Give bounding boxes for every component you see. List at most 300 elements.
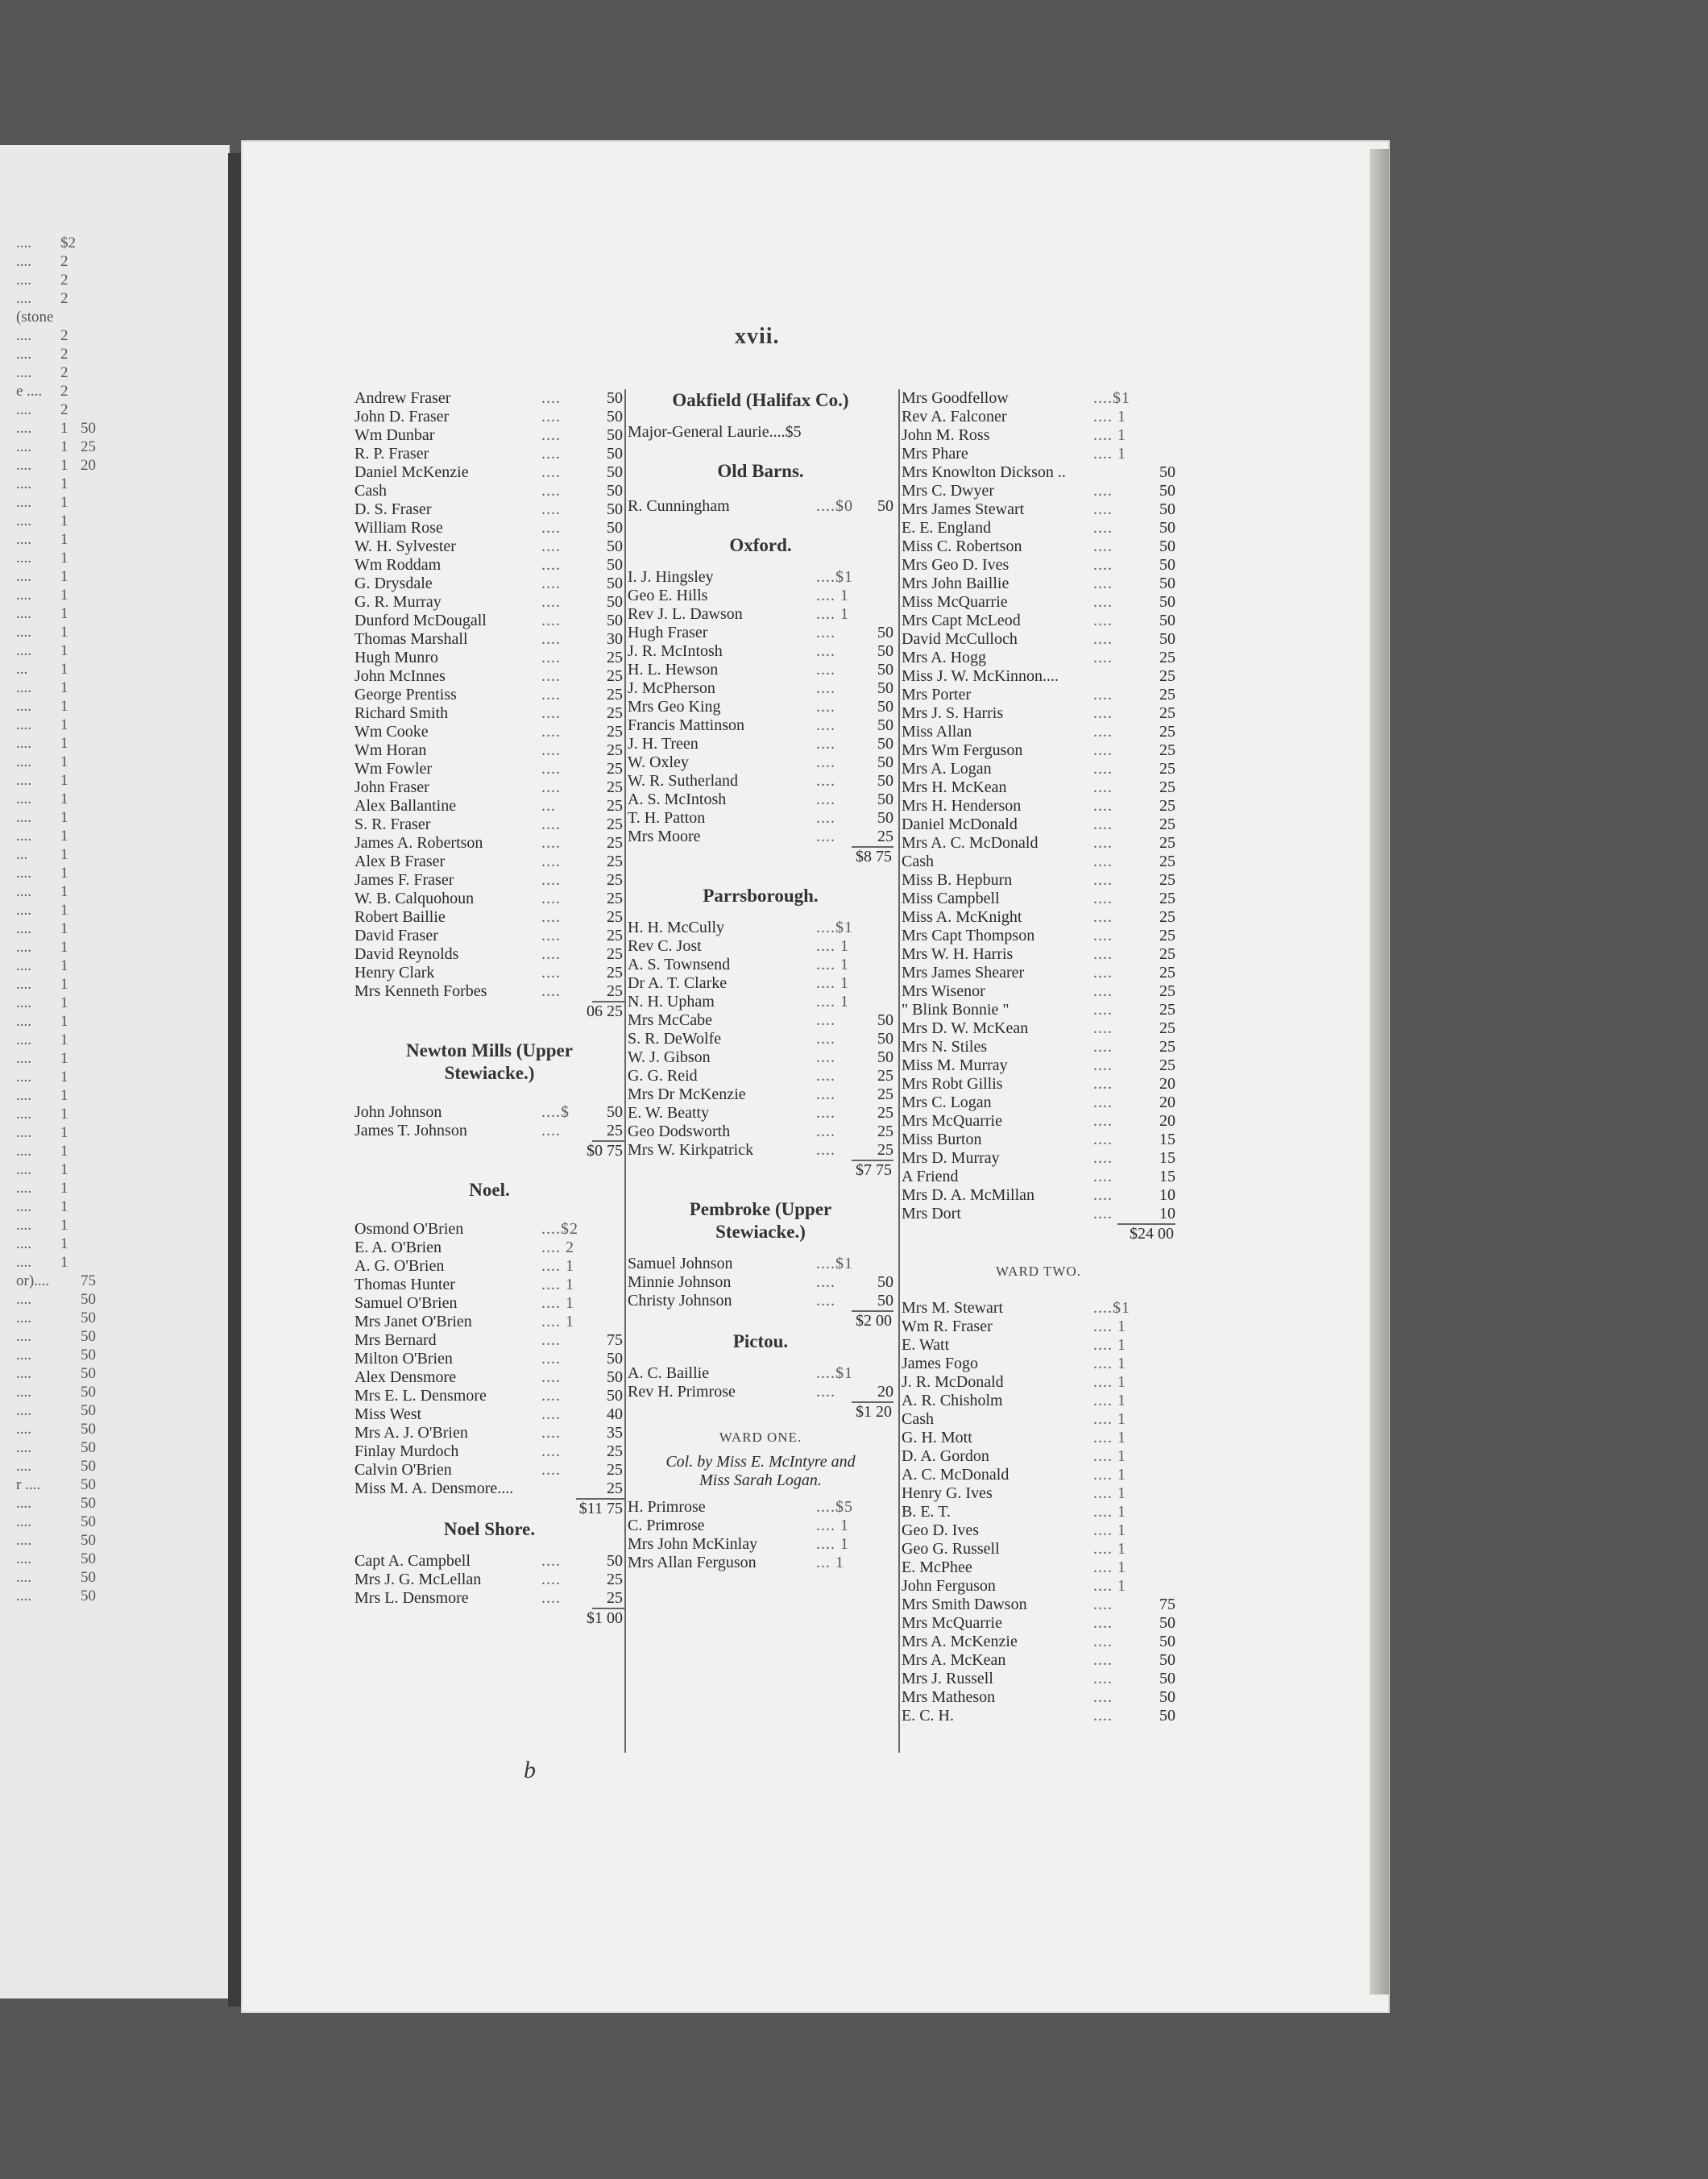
dot-leader: .... 1	[1093, 1355, 1126, 1372]
list-item	[628, 1273, 893, 1292]
dot-leader: ....	[816, 679, 835, 697]
list-item	[354, 741, 624, 760]
contribution-amount: 25	[1159, 1001, 1175, 1019]
list-item	[628, 1364, 893, 1383]
dot-leader: ....	[541, 853, 561, 870]
contribution-amount: 50	[877, 772, 893, 790]
fragment-cents: 50	[81, 1569, 96, 1586]
contributor-name: J. R. McDonald	[902, 1373, 1004, 1391]
contribution-amount: 25	[877, 1123, 893, 1140]
fragment-text: ....	[16, 1495, 31, 1512]
fragment-text: e ....	[16, 383, 43, 400]
dot-leader: ....	[541, 927, 561, 944]
contributor-name: W. R. Sutherland	[628, 772, 739, 790]
facing-page-line	[0, 438, 161, 456]
contributor-name: H. L. Hewson	[628, 661, 719, 679]
dot-leader: .... 1	[1093, 1484, 1126, 1502]
list-item	[354, 1257, 624, 1276]
contribution-amount: 25	[607, 1589, 623, 1607]
list-item	[628, 1292, 893, 1310]
list-item	[628, 679, 893, 698]
fragment-text: ....	[16, 513, 31, 529]
facing-page-line	[0, 271, 161, 289]
dot-leader: ....	[1093, 593, 1113, 611]
contributor-name: Hugh Fraser	[628, 624, 708, 641]
dot-leader: ....	[541, 1552, 561, 1570]
list-item	[354, 1220, 624, 1239]
fragment-text: ....	[16, 920, 31, 937]
contribution-amount: 25	[1159, 834, 1175, 852]
contributor-name: Mrs Porter	[902, 686, 972, 704]
list-item	[628, 791, 893, 809]
contribution-amount: 50	[1159, 463, 1175, 481]
contribution-amount: 25	[607, 816, 623, 833]
fragment-dollars: 1	[60, 420, 68, 437]
list-item	[902, 1651, 1175, 1670]
fragment-text: ....	[16, 976, 31, 993]
contributor-name: Minnie Johnson	[628, 1273, 732, 1291]
dot-leader: ....	[541, 1331, 561, 1349]
dot-leader: ....	[816, 1048, 835, 1066]
facing-page-line	[0, 1272, 161, 1290]
subtotal: $1 00	[587, 1609, 623, 1627]
list-item	[902, 1559, 1175, 1577]
contribution-amount: 50	[1159, 1670, 1175, 1687]
entries-list	[628, 423, 893, 442]
printer-signature-mark: b	[524, 1757, 536, 1783]
contributor-name: A Friend	[902, 1168, 959, 1185]
dot-leader: ....	[541, 908, 561, 926]
dot-leader: .... 1	[1093, 1429, 1126, 1446]
fragment-text: ....	[16, 1550, 31, 1567]
contributor-name: Hugh Munro	[354, 649, 438, 666]
contribution-amount: 25	[607, 723, 623, 741]
facing-page-line	[0, 1513, 161, 1531]
contributor-name: Alex B Fraser	[354, 853, 446, 870]
contribution-amount: 25	[1159, 871, 1175, 889]
fragment-text: ....	[16, 716, 31, 733]
contribution-amount: 25	[607, 686, 623, 704]
contribution-amount: 50	[607, 593, 623, 611]
list-item	[902, 1094, 1175, 1112]
contribution-amount: 50	[1159, 1651, 1175, 1669]
contribution-amount: 50	[877, 1011, 893, 1029]
dot-leader: ....	[1093, 1056, 1113, 1074]
list-item	[902, 871, 1175, 890]
fragment-text: (stone	[16, 309, 54, 326]
contributor-name: G. G. Reid	[628, 1067, 698, 1085]
contribution-amount: 25	[607, 834, 623, 852]
list-item	[902, 500, 1175, 519]
fragment-dollars: 1	[60, 457, 68, 474]
fragment-cents: 50	[81, 1532, 96, 1549]
fragment-dollars: 1	[60, 1087, 68, 1104]
fragment-dollars: 1	[60, 587, 68, 604]
contribution-amount: 25	[607, 741, 623, 759]
contribution-amount: 25	[607, 649, 623, 666]
fragment-text: ....	[16, 1458, 31, 1475]
contribution-amount: 25	[1159, 649, 1175, 666]
fragment-dollars: 1	[60, 735, 68, 752]
facing-page-line	[0, 493, 161, 512]
contributor-name: Mrs A. Logan	[902, 760, 992, 778]
list-item	[628, 698, 893, 716]
contributor-name: J. McPherson	[628, 679, 715, 697]
facing-page-line	[0, 1383, 161, 1401]
contributor-name: A. G. O'Brien	[354, 1257, 445, 1275]
dot-leader: ....	[541, 982, 561, 1000]
dot-leader: ....$1	[1093, 1299, 1130, 1317]
dot-leader: ....	[1093, 1651, 1113, 1669]
fragment-dollars: 1	[60, 828, 68, 845]
facing-page-line	[0, 1235, 161, 1253]
dot-leader: ....	[1093, 741, 1113, 759]
dot-leader: ....	[541, 704, 561, 722]
contributor-name: Mrs L. Densmore	[354, 1589, 469, 1607]
dot-leader: ....	[816, 828, 835, 845]
dot-leader: .... 2	[541, 1239, 574, 1256]
contributor-name: Mrs J. Russell	[902, 1670, 993, 1687]
column-2	[628, 389, 893, 1572]
contributor-name: Samuel O'Brien	[354, 1294, 458, 1312]
dot-leader: ....	[1093, 1131, 1113, 1148]
fragment-dollars: 1	[60, 1031, 68, 1048]
dot-leader: ....$0	[816, 497, 853, 515]
contributor-name: Mrs John McKinlay	[628, 1535, 758, 1553]
dot-leader: ....	[1093, 1670, 1113, 1687]
dot-leader: .... 1	[1093, 1521, 1126, 1539]
dot-leader: ....	[1093, 1149, 1113, 1167]
fragment-cents: 20	[81, 457, 96, 474]
fragment-dollars: 1	[60, 939, 68, 956]
contribution-amount: 50	[877, 1030, 893, 1048]
facing-page-line	[0, 419, 161, 438]
list-item	[628, 1085, 893, 1104]
dot-leader: ....	[1093, 834, 1113, 852]
fragment-cents: 50	[81, 1384, 96, 1401]
list-item	[628, 716, 893, 735]
contribution-amount: 75	[607, 1331, 623, 1349]
list-item	[354, 519, 624, 537]
facing-page-line	[0, 1364, 161, 1383]
contribution-amount: 25	[1159, 1019, 1175, 1037]
dot-leader: ....	[541, 519, 561, 537]
contributor-name: Miss M. Murray	[902, 1056, 1008, 1074]
subtotal: $1 20	[856, 1403, 892, 1421]
section-heading: Pembroke (Upper	[689, 1199, 832, 1219]
facing-page-line	[0, 363, 161, 382]
list-item	[902, 1056, 1175, 1075]
list-item	[628, 753, 893, 772]
facing-page-line	[0, 530, 161, 549]
fragment-dollars: 2	[60, 290, 68, 307]
list-item	[902, 1707, 1175, 1725]
contributor-name: Alex Ballantine	[354, 797, 457, 815]
contributor-name: Miss A. McKnight	[902, 908, 1022, 926]
contribution-amount: 25	[607, 797, 623, 815]
dot-leader: ....	[1093, 1614, 1113, 1632]
fragment-text: ....	[16, 1106, 31, 1123]
dot-leader: .... 1	[1093, 1373, 1126, 1391]
fragment-text: ....	[16, 346, 31, 363]
dot-leader: ....	[816, 753, 835, 771]
list-item	[902, 463, 1175, 482]
facing-page-line	[0, 345, 161, 363]
dot-leader: ....	[1093, 778, 1113, 796]
fragment-dollars: 1	[60, 902, 68, 919]
contributor-name: Mrs D. A. McMillan	[902, 1186, 1034, 1204]
dot-leader: ....	[541, 760, 561, 778]
contributor-name: Cash	[354, 482, 387, 500]
contributor-name: Mrs Phare	[902, 445, 968, 463]
facing-page-line	[0, 901, 161, 919]
fragment-cents: 50	[81, 1495, 96, 1512]
list-item	[902, 945, 1175, 964]
contributor-name: W. B. Calquohoun	[354, 890, 475, 907]
contributor-name: Mrs Moore	[628, 828, 701, 845]
dot-leader: ....	[541, 1387, 561, 1405]
contributor-name: " Blink Bonnie "	[902, 1001, 1009, 1019]
dot-leader: ....	[1093, 519, 1113, 537]
fragment-text: ....	[16, 1050, 31, 1067]
contributor-name: Geo Dodsworth	[628, 1123, 731, 1140]
contributor-name: John Johnson	[354, 1103, 442, 1121]
dot-leader: ....	[816, 1123, 835, 1140]
list-item	[902, 760, 1175, 778]
facing-page-line	[0, 753, 161, 771]
fragment-text: ....	[16, 1031, 31, 1048]
dot-leader: ....$1	[1093, 389, 1130, 407]
contribution-amount: 50	[1159, 1707, 1175, 1725]
list-item	[902, 1336, 1175, 1355]
fragment-text: ....	[16, 235, 31, 251]
section-heading: Oxford.	[729, 535, 792, 555]
contribution-amount: 25	[877, 1067, 893, 1085]
contributor-name: Mrs Smith Dawson	[902, 1596, 1027, 1613]
facing-page-line	[0, 567, 161, 586]
fragment-cents: 50	[81, 1458, 96, 1475]
facing-page-line	[0, 1568, 161, 1587]
fragment-text: ....	[16, 327, 31, 344]
facing-page-line	[0, 864, 161, 882]
dot-leader: ....$5	[816, 1498, 853, 1516]
fragment-dollars: 1	[60, 976, 68, 993]
contributor-name: Mrs Dr McKenzie	[628, 1085, 746, 1103]
list-item	[902, 1168, 1175, 1186]
dot-leader: ....	[541, 556, 561, 574]
contribution-amount: 15	[1159, 1131, 1175, 1148]
facing-page-line	[0, 1197, 161, 1216]
dot-leader: ...	[541, 797, 556, 815]
fragment-text: ....	[16, 457, 31, 474]
contributor-name: Wm Fowler	[354, 760, 433, 778]
contributor-name: G. H. Mott	[902, 1429, 972, 1446]
dot-leader: ....	[541, 575, 561, 592]
list-item	[902, 1540, 1175, 1559]
list-item	[628, 993, 893, 1011]
entries-list	[902, 1299, 1175, 1725]
fragment-text: ....	[16, 1402, 31, 1419]
contributor-name: Daniel McKenzie	[354, 463, 469, 481]
contribution-amount: 50	[877, 497, 893, 515]
contributor-name: Miss Campbell	[902, 890, 1000, 907]
dot-leader: ....	[541, 816, 561, 833]
section-heading: Stewiacke.)	[444, 1063, 535, 1083]
contributor-name: R. Cunningham	[628, 497, 730, 515]
dot-leader: ....	[541, 649, 561, 666]
list-item	[354, 593, 624, 612]
dot-leader: ....$2	[541, 1220, 578, 1238]
entries-list	[628, 1498, 893, 1572]
fragment-text: ....	[16, 809, 31, 826]
facing-page-line	[0, 1049, 161, 1068]
contributor-name: Mrs H. Henderson	[902, 797, 1022, 815]
fragment-text: ....	[16, 994, 31, 1011]
fragment-text: ....	[16, 1532, 31, 1549]
contributor-name: Mrs H. McKean	[902, 778, 1007, 796]
dot-leader: .... 1	[816, 993, 849, 1011]
contribution-amount: 25	[607, 760, 623, 778]
contributor-name: Mrs Capt McLeod	[902, 612, 1021, 629]
contributor-name: Mrs M. Stewart	[902, 1299, 1004, 1317]
dot-leader: ....	[816, 1011, 835, 1029]
fragment-dollars: 1	[60, 1069, 68, 1085]
contributor-name: David McCulloch	[902, 630, 1018, 648]
fragment-text: ....	[16, 1328, 31, 1345]
fragment-dollars: 1	[60, 494, 68, 511]
contributor-name: Thomas Marshall	[354, 630, 468, 648]
contributor-name: H. H. McCully	[628, 919, 724, 936]
dot-leader: ....	[541, 1571, 561, 1588]
entries-list	[902, 389, 1175, 1223]
facing-page-line	[0, 1346, 161, 1364]
fragment-dollars: 1	[60, 1050, 68, 1067]
list-item	[902, 982, 1175, 1001]
contributor-name: Miss McQuarrie	[902, 593, 1008, 611]
list-item	[354, 853, 624, 871]
contributor-name: W. Oxley	[628, 753, 689, 771]
dot-leader: ....	[1093, 760, 1113, 778]
list-item	[628, 1067, 893, 1085]
list-item	[354, 1276, 624, 1294]
fragment-text: ....	[16, 587, 31, 604]
contributor-name: Mrs J. S. Harris	[902, 704, 1004, 722]
list-item	[628, 1535, 893, 1554]
fragment-text: ....	[16, 1384, 31, 1401]
contribution-amount: 10	[1159, 1205, 1175, 1222]
contributor-name: A. C. Baillie	[628, 1364, 710, 1382]
contribution-amount: 20	[877, 1383, 893, 1401]
list-item	[902, 1001, 1175, 1019]
fragment-text: ....	[16, 642, 31, 659]
dot-leader: ....	[816, 809, 835, 827]
contributor-name: S. R. DeWolfe	[628, 1030, 722, 1048]
list-item	[902, 537, 1175, 556]
list-item	[354, 723, 624, 741]
subtotal: $2 00	[856, 1312, 892, 1330]
dot-leader: .... 1	[541, 1294, 574, 1312]
list-item	[902, 1131, 1175, 1149]
list-item	[354, 1122, 624, 1140]
fragment-dollars: 1	[60, 753, 68, 770]
dot-leader: ....	[1093, 1038, 1113, 1056]
dot-leader: .... 1	[816, 956, 849, 973]
contributor-name: John Ferguson	[902, 1577, 996, 1595]
contributor-name: Miss Burton	[902, 1131, 982, 1148]
contributor-name: John McInnes	[354, 667, 446, 685]
dot-leader: .... 1	[1093, 1410, 1126, 1428]
dot-leader: ....	[1093, 575, 1113, 592]
contribution-amount: 25	[607, 890, 623, 907]
contributor-name: I. J. Hingsley	[628, 568, 714, 586]
dot-leader: ....	[541, 871, 561, 889]
dot-leader: ....	[541, 630, 561, 648]
dot-leader: ....	[1093, 1001, 1113, 1019]
fragment-cents: 25	[81, 438, 96, 455]
contributor-name: Mrs Geo D. Ives	[902, 556, 1009, 574]
contributor-name: D. S. Fraser	[354, 500, 432, 518]
contribution-amount: 25	[1159, 964, 1175, 982]
fragment-cents: 50	[81, 1550, 96, 1567]
dot-leader: ....	[541, 1424, 561, 1442]
list-item	[628, 1104, 893, 1123]
dot-leader: ....	[541, 1589, 561, 1607]
contribution-amount: 50	[607, 426, 623, 444]
dot-leader: .... 1	[1093, 1336, 1126, 1354]
fragment-dollars: 2	[60, 401, 68, 418]
contributor-name: E. W. Beatty	[628, 1104, 710, 1122]
list-item	[902, 630, 1175, 649]
fragment-text: ....	[16, 1180, 31, 1197]
fragment-text: ....	[16, 531, 31, 548]
list-item	[628, 974, 893, 993]
list-item	[902, 445, 1175, 463]
section-heading: Pictou.	[732, 1331, 789, 1351]
entries-list	[628, 497, 893, 516]
contribution-amount: 40	[607, 1405, 623, 1423]
list-item	[902, 1466, 1175, 1484]
contributor-name: Milton O'Brien	[354, 1350, 453, 1368]
contributor-name: Cash	[902, 853, 934, 870]
subtotal: $0 75	[587, 1142, 623, 1160]
fragment-text: ....	[16, 364, 31, 381]
fragment-dollars: 1	[60, 698, 68, 715]
facing-page-line	[0, 1031, 161, 1049]
list-item	[902, 1019, 1175, 1038]
facing-page-line	[0, 623, 161, 641]
contributor-name: David Reynolds	[354, 945, 459, 963]
list-item	[354, 1331, 624, 1350]
facing-page-line	[0, 1327, 161, 1346]
list-item	[902, 927, 1175, 945]
contributor-name: Mrs McQuarrie	[902, 1614, 1002, 1632]
fragment-dollars: 1	[60, 957, 68, 974]
dot-leader: ....	[541, 500, 561, 518]
fragment-text: ....	[16, 1291, 31, 1308]
contributor-name: Calvin O'Brien	[354, 1461, 452, 1479]
fragment-dollars: 2	[60, 327, 68, 344]
dot-leader: ....	[1093, 630, 1113, 648]
contribution-amount: 25	[1159, 890, 1175, 907]
list-item	[902, 575, 1175, 593]
list-item	[354, 1480, 624, 1498]
dot-leader: .... 1	[1093, 1447, 1126, 1465]
list-item	[628, 642, 893, 661]
fragment-text: ....	[16, 828, 31, 845]
dot-leader: ....	[541, 463, 561, 481]
contributor-name: Mrs Goodfellow	[902, 389, 1009, 407]
fragment-text: ....	[16, 438, 31, 455]
